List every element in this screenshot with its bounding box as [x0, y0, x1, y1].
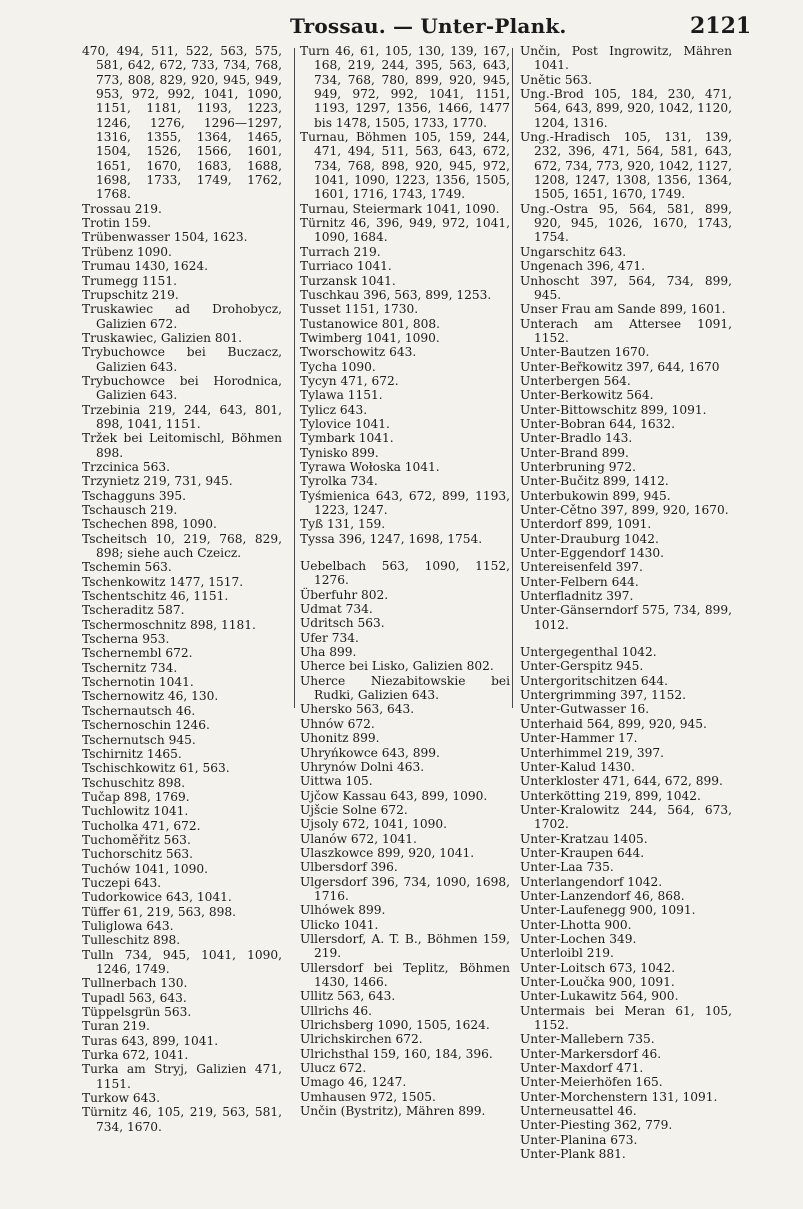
index-entry: Unter-Piesting 362, 779.: [520, 1118, 673, 1133]
index-entry: Tschagguns 395.: [82, 488, 187, 503]
index-entry: Unčin (Bystritz), Mähren 899.: [300, 1104, 486, 1119]
index-entry: Turnau, Steiermark 1041, 1090.: [300, 201, 500, 216]
index-entry: Unter-Laufenegg 900, 1091.: [520, 903, 696, 918]
index-entry: Tschechen 898, 1090.: [82, 517, 217, 532]
index-entry: Uhryńkowce 643, 899.: [300, 745, 440, 760]
index-entry: Untergegenthal 1042.: [520, 645, 657, 660]
index-entry: Turriaco 1041.: [300, 259, 392, 274]
index-entry: Unter-Kalud 1430.: [520, 759, 635, 774]
index-entry: Tymbark 1041.: [300, 431, 394, 446]
index-entry: Tucholka 471, 672.: [82, 818, 201, 833]
index-entry: Unter-Maxdorf 471.: [520, 1061, 644, 1076]
section-gap: [300, 546, 510, 559]
index-entry: Tuliglowa 643.: [82, 918, 174, 933]
index-entry: Uha 899.: [300, 645, 357, 660]
index-entry: Ulanów 672, 1041.: [300, 831, 417, 846]
index-entry: Unter-Bučitz 899, 1412.: [520, 474, 669, 489]
index-entry: Truskawiec ad Drohobycz, Galizien 672.: [82, 302, 282, 331]
index-entry: Tulleschitz 898.: [82, 933, 181, 948]
index-entry: Trybuchowce bei Buczacz, Galizien 643.: [82, 345, 282, 374]
index-entry: Unterhimmel 219, 397.: [520, 745, 665, 760]
index-entry: Untergrimming 397, 1152.: [520, 688, 687, 703]
index-entry: Turrach 219.: [300, 244, 381, 259]
index-entry: Uhonitz 899.: [300, 731, 380, 746]
index-entry: Tschischkowitz 61, 563.: [82, 761, 230, 776]
index-entry: Ufer 734.: [300, 630, 359, 645]
index-entry: Tscherna 953.: [82, 632, 170, 647]
index-entry: Ungenach 396, 471.: [520, 259, 645, 274]
index-entry: Türnitz 46, 396, 949, 972, 1041, 1090, 1684.: [300, 216, 510, 245]
index-entry: Unter-Markersdorf 46.: [520, 1046, 662, 1061]
index-entry: Tylovice 1041.: [300, 416, 390, 431]
index-entry: Trybuchowce bei Horodnica, Galizien 643.: [82, 373, 282, 403]
index-entry: Udritsch 563.: [300, 616, 385, 631]
index-entry: Ullitz 563, 643.: [300, 989, 396, 1004]
index-entry: Tschirnitz 1465.: [82, 746, 182, 761]
index-entry: Ulucz 672.: [300, 1061, 367, 1076]
index-entry: Tschausch 219.: [82, 503, 178, 517]
index-entry: Truskawiec, Galizien 801.: [82, 330, 243, 345]
column-divider: [294, 48, 295, 708]
index-entry: Unter-Kraupen 644.: [520, 845, 645, 860]
index-entry: Tustanowice 801, 808.: [300, 316, 440, 331]
index-entry: Unter-Lhotta 900.: [520, 917, 632, 932]
running-header: [0, 10, 803, 42]
index-entry: Tüffer 61, 219, 563, 898.: [82, 904, 236, 919]
index-entry: Unterbruning 972.: [520, 459, 636, 474]
index-entry: Unter-Cětno 397, 899, 920, 1670.: [520, 503, 729, 517]
index-entry: Turn 46, 61, 105, 130, 139, 167, 168, 219, 244, 395, 563, 643, 734, 768, 780, 899, 920, 945, 949, 972, 992, 1041, 1151, 1193, 1297, 1356, 1466, 1477 bis 1478, 1505, 1733, 1770.: [300, 44, 510, 130]
index-entry: Tyrawa Wołoska 1041.: [300, 459, 440, 474]
index-entry: Uittwa 105.: [300, 774, 373, 789]
index-entry: Unter-Bautzen 1670.: [520, 345, 650, 360]
index-entry: Trotin 159.: [82, 216, 151, 231]
index-entry: Unter-Gerspitz 945.: [520, 659, 644, 674]
index-entry: 470, 494, 511, 522, 563, 575, 581, 642, 672, 733, 734, 768, 773, 808, 829, 920, 945, 949, 953, 972, 992, 1041, 1090, 1151, 1181, 1193, 1223, 1246, 1276, 1296—1297, 1316, 1355, 1364, 1465, 1504, 1526, 1566, 1601, 1651, 1670, 1683, 1688, 1698, 1733, 1749, 1762, 1768.: [82, 44, 282, 202]
index-column-2: [300, 44, 510, 1118]
index-entry: Tyrolka 734.: [300, 474, 378, 489]
index-entry: Ulgersdorf 396, 734, 1090, 1698, 1716.: [300, 874, 510, 903]
index-entry: Tudorkowice 643, 1041.: [82, 890, 232, 905]
index-entry: Trzynietz 219, 731, 945.: [82, 474, 233, 489]
index-entry: Tuczepi 643.: [82, 875, 162, 890]
column-divider: [512, 48, 513, 708]
index-entry: Tržek bei Leitomischl, Böhmen 898.: [82, 431, 282, 460]
index-entry: Unter-Morchenstern 131, 1091.: [520, 1089, 718, 1104]
index-entry: Tycyn 471, 672.: [300, 373, 399, 388]
index-column-3: [520, 44, 732, 1161]
index-entry: Turkow 643.: [82, 1091, 160, 1106]
index-entry: Ulrichsberg 1090, 1505, 1624.: [300, 1018, 490, 1033]
index-entry: Uherce bei Lisko, Galizien 802.: [300, 659, 494, 674]
index-entry: Ullrichs 46.: [300, 1003, 372, 1018]
index-entry: Ulhówek 899.: [300, 903, 386, 918]
index-entry: Unter-Meierhöfen 165.: [520, 1075, 663, 1090]
index-entry: Turzansk 1041.: [300, 273, 396, 288]
index-entry: Unterach am Attersee 1091, 1152.: [520, 316, 732, 345]
index-entry: Tynisko 899.: [300, 445, 379, 460]
index-entry: Unter-Bobran 644, 1632.: [520, 416, 675, 431]
index-entry: Turnau, Böhmen 105, 159, 244, 471, 494, 511, 563, 643, 672, 734, 768, 898, 920, 945, 972, 1041, 1090, 1223, 1356, 1505, 1601, 1716, 1743, 1749.: [300, 130, 510, 202]
index-entry: Trossau 219.: [82, 201, 162, 216]
index-entry: Tschernembl 672.: [82, 646, 193, 661]
index-entry: Twimberg 1041, 1090.: [300, 330, 440, 345]
index-entry: Unterkloster 471, 644, 672, 899.: [520, 774, 723, 789]
index-entry: Trzebinia 219, 244, 643, 801, 898, 1041, 1151.: [82, 402, 282, 431]
index-entry: Unter-Laa 735.: [520, 860, 614, 875]
index-entry: Überfuhr 802.: [300, 587, 389, 602]
index-entry: Turas 643, 899, 1041.: [82, 1033, 219, 1048]
index-column-1: [82, 44, 282, 1134]
index-entry: Unterfladnitz 397.: [520, 589, 634, 604]
index-entry: Trübenwasser 1504, 1623.: [82, 230, 248, 245]
index-entry: Ung.-Brod 105, 184, 230, 471, 564, 643, 899, 920, 1042, 1120, 1204, 1316.: [520, 87, 732, 130]
page-title: Trossau. — Unter-Plank.: [290, 14, 567, 38]
index-entry: Tusset 1151, 1730.: [300, 302, 419, 317]
index-entry: Uherce Niezabitowskie bei Rudki, Galizien 643.: [300, 673, 510, 703]
index-entry: Unter-Lukawitz 564, 900.: [520, 989, 679, 1004]
index-entry: Tuschkau 396, 563, 899, 1253.: [300, 287, 492, 302]
index-entry: Unter-Loitsch 673, 1042.: [520, 960, 676, 975]
index-entry: Tschuschitz 898.: [82, 775, 186, 790]
index-entry: Ung.-Hradisch 105, 131, 139, 232, 396, 471, 564, 581, 643, 672, 734, 773, 920, 1042, 1127, 1208, 1247, 1308, 1356, 1364, 1505, 1651, 1670, 1749.: [520, 130, 732, 202]
index-entry: Tullnerbach 130.: [82, 976, 188, 991]
index-entry: Tylawa 1151.: [300, 388, 383, 403]
index-entry: Ujsoly 672, 1041, 1090.: [300, 817, 447, 832]
index-entry: Tschernotin 1041.: [82, 675, 194, 690]
index-entry: Tyß 131, 159.: [300, 517, 386, 532]
index-entry: Tuchorschitz 563.: [82, 847, 193, 862]
index-entry: Unětic 563.: [520, 72, 592, 87]
index-entry: Tyssa 396, 1247, 1698, 1754.: [300, 531, 483, 546]
index-entry: Tyśmienica 643, 672, 899, 1193, 1223, 1247.: [300, 488, 510, 517]
index-entry: Tuchoměřitz 563.: [82, 832, 191, 847]
index-entry: Ulbersdorf 396.: [300, 860, 398, 875]
index-entry: Tschernoschin 1246.: [82, 718, 210, 733]
index-entry: Tycha 1090.: [300, 359, 376, 374]
index-entry: Uhersko 563, 643.: [300, 702, 415, 717]
index-entry: Trumau 1430, 1624.: [82, 259, 209, 274]
index-entry: Tscheitsch 10, 219, 768, 829, 898; siehe auch Czeicz.: [82, 531, 282, 561]
index-entry: Unter-Drauburg 1042.: [520, 531, 659, 546]
index-entry: Tučap 898, 1769.: [82, 789, 190, 804]
index-entry: Tschernutsch 945.: [82, 732, 196, 747]
index-entry: Unterlangendorf 1042.: [520, 874, 663, 889]
index-entry: Tschernautsch 46.: [82, 703, 196, 718]
index-entry: Türnitz 46, 105, 219, 563, 581, 734, 1670.: [82, 1105, 282, 1134]
page-number: 2121: [690, 13, 752, 39]
index-entry: Unter-Kralowitz 244, 564, 673, 1702.: [520, 802, 732, 832]
index-entry: Ulicko 1041.: [300, 917, 379, 932]
index-entry: Unter-Plank 881.: [520, 1147, 626, 1162]
index-entry: Umago 46, 1247.: [300, 1075, 407, 1090]
index-entry: Tuchów 1041, 1090.: [82, 861, 208, 876]
index-entry: Tupadl 563, 643.: [82, 990, 187, 1005]
index-entry: Trumegg 1151.: [82, 273, 177, 288]
index-entry: Tschemin 563.: [82, 560, 172, 575]
index-entry: Unhoscht 397, 564, 734, 899, 945.: [520, 273, 732, 302]
index-entry: Tschernitz 734.: [82, 660, 178, 675]
index-entry: Unter-Hammer 17.: [520, 731, 638, 746]
index-entry: Turka am Stryj, Galizien 471, 1151.: [82, 1062, 282, 1091]
index-entry: Unterkötting 219, 899, 1042.: [520, 788, 701, 803]
index-entry: Trzcinica 563.: [82, 459, 170, 474]
index-entry: Unterbergen 564.: [520, 373, 631, 388]
index-entry: Unter-Planina 673.: [520, 1132, 638, 1147]
index-entry: Ulaszkowce 899, 920, 1041.: [300, 845, 475, 860]
index-entry: Ungarschitz 643.: [520, 244, 627, 259]
index-entry: Unter-Lochen 349.: [520, 931, 637, 946]
index-entry: Ullersdorf, A. T. B., Böhmen 159, 219.: [300, 931, 510, 961]
index-entry: Unser Frau am Sande 899, 1601.: [520, 302, 726, 317]
index-entry: Untereisenfeld 397.: [520, 560, 643, 575]
index-entry: Unter-Eggendorf 1430.: [520, 546, 664, 561]
index-entry: Unter-Brand 899.: [520, 445, 629, 460]
index-entry: Unterneusattel 46.: [520, 1104, 637, 1119]
index-entry: Umhausen 972, 1505.: [300, 1089, 436, 1104]
index-entry: Ulrichsthal 159, 160, 184, 396.: [300, 1046, 493, 1061]
index-entry: Trupschitz 219.: [82, 287, 179, 302]
index-entry: Unterbukowin 899, 945.: [520, 488, 671, 503]
index-entry: Unter-Lanzendorf 46, 868.: [520, 888, 685, 903]
index-entry: Ullersdorf bei Teplitz, Böhmen 1430, 1466.: [300, 960, 510, 989]
index-entry: Tschenkowitz 1477, 1517.: [82, 574, 244, 589]
index-entry: Uebelbach 563, 1090, 1152, 1276.: [300, 559, 510, 588]
index-entry: Unčin, Post Ingrowitz, Mähren 1041.: [520, 44, 732, 73]
index-entry: Unter-Bittowschitz 899, 1091.: [520, 402, 707, 417]
index-entry: Tuchlowitz 1041.: [82, 804, 189, 819]
index-entry: Unterloibl 219.: [520, 946, 614, 961]
index-entry: Turka 672, 1041.: [82, 1048, 189, 1063]
index-entry: Unter-Berkowitz 564.: [520, 388, 654, 403]
index-entry: Unter-Loučka 900, 1091.: [520, 975, 675, 989]
index-entry: Unter-Beřkowitz 397, 644, 1670: [520, 359, 720, 374]
index-entry: Tylicz 643.: [300, 402, 368, 417]
index-entry: Unterhaid 564, 899, 920, 945.: [520, 716, 707, 731]
index-entry: Tschentschitz 46, 1151.: [82, 589, 229, 604]
index-entry: Unter-Bradlo 143.: [520, 431, 633, 446]
index-entry: Ulrichskirchen 672.: [300, 1032, 423, 1047]
index-entry: Untergoritschitzen 644.: [520, 673, 669, 688]
section-gap: [520, 632, 732, 645]
index-entry: Tüppelsgrün 563.: [82, 1005, 192, 1020]
index-entry: Ujšcie Solne 672.: [300, 802, 408, 817]
index-entry: Unter-Gänserndorf 575, 734, 899, 1012.: [520, 603, 732, 632]
index-entry: Trübenz 1090.: [82, 244, 172, 259]
index-entry: Unter-Gutwasser 16.: [520, 702, 650, 717]
index-entry: Tscheraditz 587.: [82, 603, 185, 618]
index-entry: Uhnów 672.: [300, 716, 375, 731]
index-entry: Unter-Mallebern 735.: [520, 1032, 655, 1047]
index-entry: Ujčow Kassau 643, 899, 1090.: [300, 788, 488, 803]
index-entry: Tschermoschnitz 898, 1181.: [82, 617, 256, 632]
index-entry: Udmat 734.: [300, 602, 373, 617]
index-entry: Turan 219.: [82, 1019, 150, 1034]
index-entry: Ung.-Ostra 95, 564, 581, 899, 920, 945, 1026, 1670, 1743, 1754.: [520, 201, 732, 245]
index-entry: Tworschowitz 643.: [300, 345, 417, 360]
index-entry: Unter-Felbern 644.: [520, 574, 639, 589]
index-entry: Untermais bei Meran 61, 105, 1152.: [520, 1003, 732, 1033]
index-entry: Uhrynów Dolni 463.: [300, 759, 425, 774]
index-entry: Unter-Kratzau 1405.: [520, 831, 648, 846]
index-entry: Tulln 734, 945, 1041, 1090, 1246, 1749.: [82, 947, 282, 976]
index-entry: Unterdorf 899, 1091.: [520, 517, 652, 532]
index-entry: Tschernowitz 46, 130.: [82, 689, 219, 704]
